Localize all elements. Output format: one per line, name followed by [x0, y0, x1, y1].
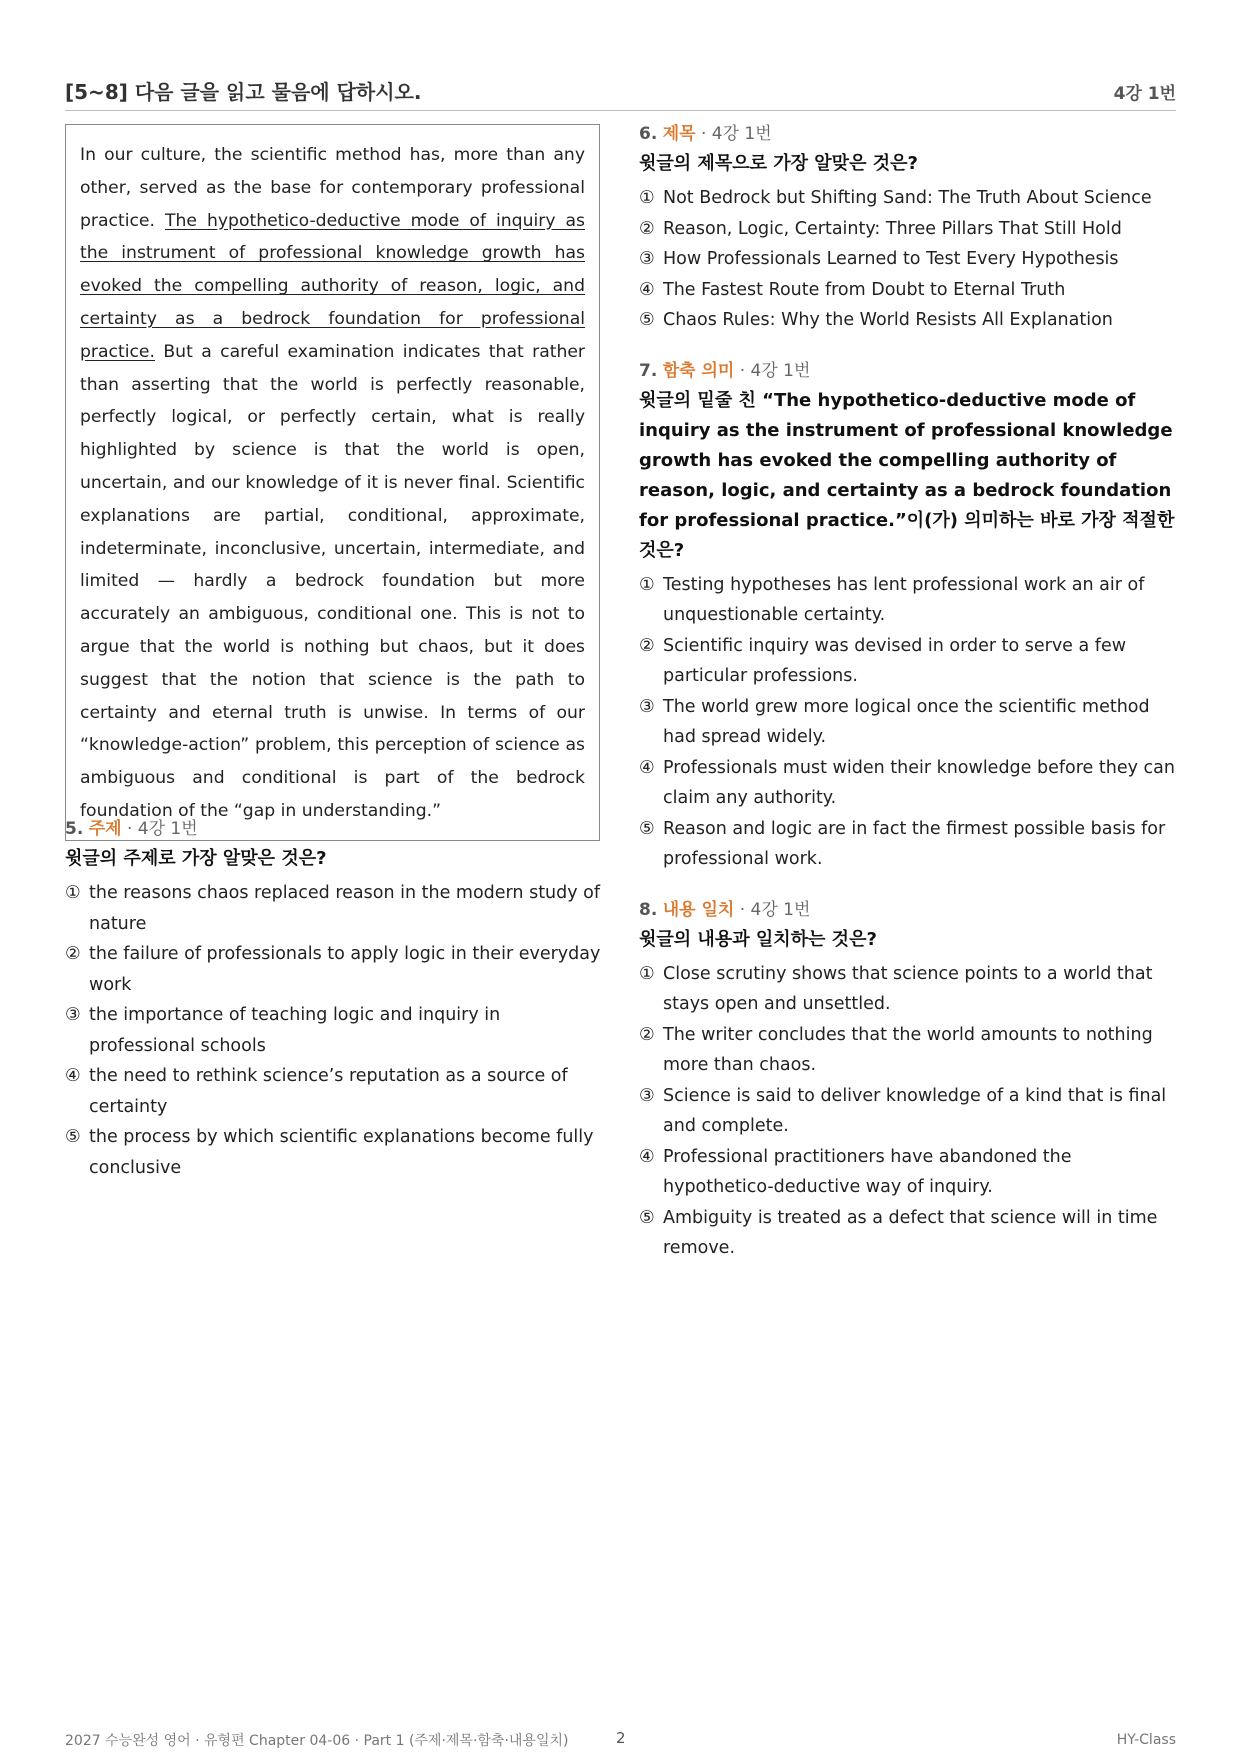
question-type: 제목 — [662, 124, 696, 144]
option-marker: ③ — [639, 249, 655, 269]
option-marker: ④ — [65, 1066, 81, 1086]
option-marker: ② — [65, 944, 81, 964]
option-4[interactable] — [639, 753, 1184, 814]
option-marker: ⑤ — [65, 1127, 81, 1147]
question-8 — [639, 897, 1184, 1264]
option-text: Reason and logic are in fact the firmest possible basis for professional work. — [663, 818, 1166, 869]
question-5 — [65, 816, 605, 1183]
option-1[interactable] — [639, 959, 1184, 1020]
footer-book-title: 2027 수능완성 영어 · 유형편 Chapter 04-06 · Part 1 (주제·제목·함축·내용일치) — [65, 1733, 569, 1749]
question-prompt: 윗글의 주제로 가장 알맞은 것은? — [65, 848, 327, 869]
question-type: 함축 의미 — [662, 360, 735, 381]
page-header — [65, 76, 1176, 111]
option-text: How Professionals Learned to Test Every Hypothesis — [663, 249, 1119, 269]
option-marker: ③ — [639, 696, 655, 717]
option-marker: ⑤ — [639, 1207, 655, 1228]
option-text: Close scrutiny shows that science points to a world that stays open and unsettled. — [663, 963, 1153, 1014]
option-1[interactable] — [65, 878, 605, 939]
option-4[interactable] — [639, 1142, 1184, 1203]
option-list — [639, 959, 1184, 1264]
option-marker: ② — [639, 1024, 655, 1045]
option-marker: ④ — [639, 279, 655, 300]
option-2[interactable] — [639, 631, 1184, 692]
option-3[interactable] — [639, 244, 1184, 275]
option-text: the importance of teaching logic and inquiry in professional schools — [89, 1005, 501, 1056]
option-text: Reason, Logic, Certainty: Three Pillars That Still Hold — [663, 218, 1122, 239]
page-number: 2 — [616, 1729, 626, 1747]
option-text: the failure of professionals to apply logic in their everyday work — [89, 944, 601, 995]
option-marker: ① — [639, 963, 655, 984]
option-3[interactable] — [65, 1000, 605, 1061]
option-list — [65, 878, 605, 1183]
question-type: 내용 일치 — [662, 899, 735, 920]
question-number: 6. — [639, 124, 658, 144]
option-marker: ③ — [639, 1085, 655, 1106]
question-header — [639, 358, 1184, 384]
option-marker: ① — [639, 574, 655, 595]
option-5[interactable] — [639, 814, 1184, 875]
option-4[interactable] — [65, 1061, 605, 1122]
option-1[interactable] — [639, 183, 1184, 214]
option-marker: ② — [639, 218, 655, 239]
lesson-reference: 4강 1번 — [1113, 84, 1176, 104]
option-list — [639, 570, 1184, 875]
question-ref: · 4강 1번 — [734, 899, 811, 920]
option-list — [639, 183, 1184, 336]
left-column — [65, 816, 605, 1205]
option-4[interactable] — [639, 275, 1184, 306]
option-marker: ④ — [639, 1146, 655, 1167]
option-2[interactable] — [639, 214, 1184, 245]
option-text: Science is said to deliver knowledge of a kind that is final and complete. — [663, 1085, 1167, 1136]
question-header — [639, 897, 1184, 923]
section-instruction: [5~8] 다음 글을 읽고 물음에 답하시오. — [65, 80, 422, 104]
option-text: The writer concludes that the world amounts to nothing more than chaos. — [663, 1024, 1153, 1075]
question-7 — [639, 358, 1184, 875]
right-column — [639, 121, 1184, 1286]
question-6 — [639, 121, 1184, 336]
question-number: 8. — [639, 899, 658, 920]
option-text: The Fastest Route from Doubt to Eternal Truth — [663, 279, 1066, 300]
option-5[interactable] — [639, 305, 1184, 336]
option-text: Testing hypotheses has lent professional work an air of unquestionable certainty. — [663, 574, 1145, 625]
option-text: Scientific inquiry was devised in order to serve a few particular professions. — [663, 635, 1127, 686]
question-type: 주제 — [88, 819, 122, 839]
question-prompt: 윗글의 밑줄 친 “The hypothetico-deductive mode of inquiry as the instrument of professional knowledge growth has evoked the compelling authority of reason, logic, and certainty as a bedrock foundation for professional practice.”이(가) 의미하는 바로 가장 적절한 것은? — [639, 389, 1175, 561]
reading-passage — [65, 124, 600, 841]
question-ref: · 4강 1번 — [695, 124, 772, 144]
question-number: 7. — [639, 360, 658, 381]
option-text: the process by which scientific explanations become fully conclusive — [89, 1127, 594, 1178]
option-text: Ambiguity is treated as a defect that science will in time remove. — [663, 1207, 1158, 1258]
option-5[interactable] — [65, 1122, 605, 1183]
option-2[interactable] — [65, 939, 605, 1000]
question-prompt: 윗글의 제목으로 가장 알맞은 것은? — [639, 153, 918, 174]
option-text: Professionals must widen their knowledge before they can claim any authority. — [663, 757, 1175, 808]
option-marker: ③ — [65, 1005, 81, 1025]
passage-text-after: But a careful examination indicates that rather than asserting that the world is perfectly reasonable, perfectly logical, or perfectly certain, what is really highlighted by science is that the world is open, uncertain, and our knowledge of it is never final. Scientific explanations are partial, conditional, approximate, indeterminate, inconclusive, uncertain, intermediate, and limited — hardly a bedrock foundation but more accurately an ambiguous, conditional one. This is not to argue that the world is nothing but chaos, but it does suggest that the notion that science is the path to certainty and eternal truth is unwise. In terms of our “knowledge-action” problem, this perception of science as ambiguous and conditional is part of the bedrock foundation of the “gap in understanding.” — [80, 341, 585, 821]
option-text: The world grew more logical once the scientific method had spread widely. — [663, 696, 1150, 747]
option-3[interactable] — [639, 1081, 1184, 1142]
footer-brand: HY-Class — [1116, 1732, 1176, 1748]
option-3[interactable] — [639, 692, 1184, 753]
option-marker: ① — [639, 188, 655, 208]
option-text: Chaos Rules: Why the World Resists All Explanation — [663, 310, 1113, 330]
option-marker: ① — [65, 883, 81, 903]
option-5[interactable] — [639, 1203, 1184, 1264]
question-prompt: 윗글의 내용과 일치하는 것은? — [639, 928, 877, 950]
question-ref: · 4강 1번 — [121, 819, 198, 839]
passage-underlined-sentence: The hypothetico-deductive mode of inquiry as the instrument of professional knowledge growth has evoked the compelling authority of reason, logic, and certainty as a bedrock foundation for professional practice. — [80, 210, 585, 362]
option-marker: ② — [639, 635, 655, 656]
option-2[interactable] — [639, 1020, 1184, 1081]
passage-text-before: In our culture, the scientific method has, more than any other, served as the base for contemporary professional practice. — [80, 145, 585, 231]
option-text: Professional practitioners have abandoned the hypothetico-deductive way of inquiry. — [663, 1146, 1072, 1197]
option-text: the reasons chaos replaced reason in the modern study of nature — [89, 883, 601, 934]
option-text: the need to rethink science’s reputation as a source of certainty — [89, 1066, 568, 1117]
option-marker: ⑤ — [639, 310, 655, 330]
question-ref: · 4강 1번 — [734, 360, 811, 381]
option-marker: ④ — [639, 757, 655, 778]
question-header — [639, 121, 1184, 147]
option-marker: ⑤ — [639, 818, 655, 839]
option-1[interactable] — [639, 570, 1184, 631]
question-number: 5. — [65, 819, 84, 839]
option-text: Not Bedrock but Shifting Sand: The Truth About Science — [663, 188, 1152, 208]
question-header — [65, 816, 605, 842]
